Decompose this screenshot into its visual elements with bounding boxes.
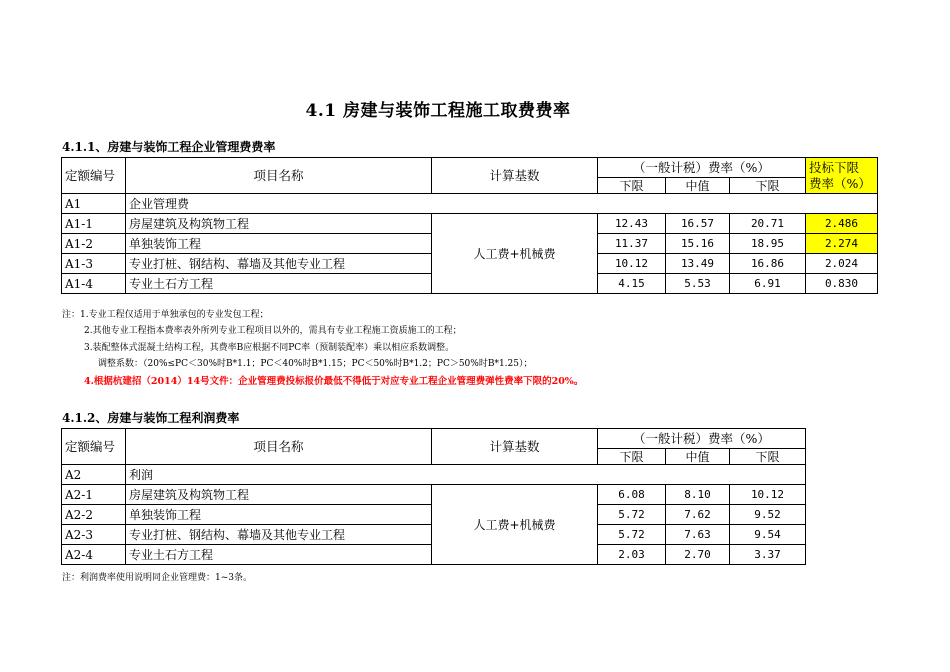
row-bid: 0.830: [806, 274, 878, 294]
row-name: 房屋建筑及构筑物工程: [126, 214, 432, 234]
row-mid: 5.53: [666, 274, 730, 294]
profit-rate-table: [61, 428, 806, 565]
table-header-row: [62, 158, 878, 178]
header-code: 定额编号: [62, 158, 126, 194]
section-1-title: 4.1.1、房建与装饰工程企业管理费费率: [62, 140, 276, 154]
header-code: 定额编号: [62, 429, 126, 465]
header-bid-line1: 投标下限: [809, 159, 860, 175]
row-code: A2-2: [62, 505, 126, 525]
row-code: A2-3: [62, 525, 126, 545]
row-code: A1-3: [62, 254, 126, 274]
row-low: 12.43: [598, 214, 666, 234]
row-low: 5.72: [598, 525, 666, 545]
row-low: 4.15: [598, 274, 666, 294]
header-rate: （一般计税）费率（%）: [598, 429, 806, 449]
row-name: 专业打桩、钢结构、幕墙及其他专业工程: [126, 254, 432, 274]
group-code: A2: [62, 465, 126, 485]
row-mid: 8.10: [666, 485, 730, 505]
row-code: A1-2: [62, 234, 126, 254]
row-name: 单独装饰工程: [126, 505, 432, 525]
row-mid: 7.63: [666, 525, 730, 545]
row-low: 11.37: [598, 234, 666, 254]
row-high: 18.95: [730, 234, 806, 254]
row-high: 6.91: [730, 274, 806, 294]
header-mid: 中值: [666, 178, 730, 194]
header-base: 计算基数: [432, 429, 598, 465]
row-name: 专业土石方工程: [126, 274, 432, 294]
group-name: 利润: [126, 465, 806, 485]
row-mid: 7.62: [666, 505, 730, 525]
header-high: 下限: [730, 449, 806, 465]
header-low: 下限: [598, 178, 666, 194]
table-header-row: [62, 429, 806, 449]
note-profit: 注：利润费率使用说明同企业管理费：1~3条。: [62, 573, 252, 583]
header-name: 项目名称: [126, 429, 432, 465]
row-code: A2-4: [62, 545, 126, 565]
group-code: A1: [62, 194, 126, 214]
header-high: 下限: [730, 178, 806, 194]
row-low: 6.08: [598, 485, 666, 505]
row-low: 2.03: [598, 545, 666, 565]
row-bid: 2.274: [806, 234, 878, 254]
row-high: 20.71: [730, 214, 806, 234]
note-3: 3.装配整体式混凝土结构工程，其费率B应根据不同PC率（预制装配率）乘以相应系数调整。: [84, 343, 455, 353]
row-mid: 16.57: [666, 214, 730, 234]
row-low: 10.12: [598, 254, 666, 274]
row-bid: 2.024: [806, 254, 878, 274]
row-high: 9.54: [730, 525, 806, 545]
row-code: A1-4: [62, 274, 126, 294]
row-mid: 2.70: [666, 545, 730, 565]
header-low: 下限: [598, 449, 666, 465]
note-1: 注：1.专业工程仅适用于单独承包的专业发包工程；: [62, 310, 269, 320]
row-code: A2-1: [62, 485, 126, 505]
header-bid-line2: 费率（%）: [809, 175, 871, 191]
row-bid: 2.486: [806, 214, 878, 234]
header-name: 项目名称: [126, 158, 432, 194]
page-title: 4.1 房建与装饰工程施工取费费率: [305, 101, 571, 121]
row-code: A1-1: [62, 214, 126, 234]
table-row: [62, 214, 878, 234]
note-2: 2.其他专业工程指本费率表外所列专业工程项目以外的，需具有专业工程施工资质施工的工程；: [84, 326, 462, 336]
table-group-row: [62, 465, 806, 485]
row-name: 单独装饰工程: [126, 234, 432, 254]
table-row: [62, 485, 806, 505]
header-base: 计算基数: [432, 158, 598, 194]
group-name: 企业管理费: [126, 194, 878, 214]
row-mid: 13.49: [666, 254, 730, 274]
header-bid-rate: [806, 158, 878, 194]
base-value: 人工费+机械费: [432, 485, 598, 565]
section-2-title: 4.1.2、房建与装饰工程利润费率: [62, 411, 240, 425]
header-rate: （一般计税）费率（%）: [598, 158, 806, 178]
base-value: 人工费+机械费: [432, 214, 598, 294]
note-3-coefficients: 调整系数：（20%≤PC＜30%时B*1.1；PC＜40%时B*1.15；PC＜50%时B*1.2；PC＞50%时B*1.25）；: [98, 359, 533, 369]
row-name: 专业土石方工程: [126, 545, 432, 565]
header-mid: 中值: [666, 449, 730, 465]
row-low: 5.72: [598, 505, 666, 525]
management-fee-table: [61, 157, 878, 294]
row-mid: 15.16: [666, 234, 730, 254]
note-4-red: 4.根据杭建招（2014）14号文件：企业管理费投标报价最低不得低于对应专业工程企业管理费弹性费率下限的20%。: [84, 376, 584, 387]
row-name: 房屋建筑及构筑物工程: [126, 485, 432, 505]
row-high: 16.86: [730, 254, 806, 274]
row-high: 3.37: [730, 545, 806, 565]
row-high: 10.12: [730, 485, 806, 505]
row-high: 9.52: [730, 505, 806, 525]
table-group-row: [62, 194, 878, 214]
row-name: 专业打桩、钢结构、幕墙及其他专业工程: [126, 525, 432, 545]
